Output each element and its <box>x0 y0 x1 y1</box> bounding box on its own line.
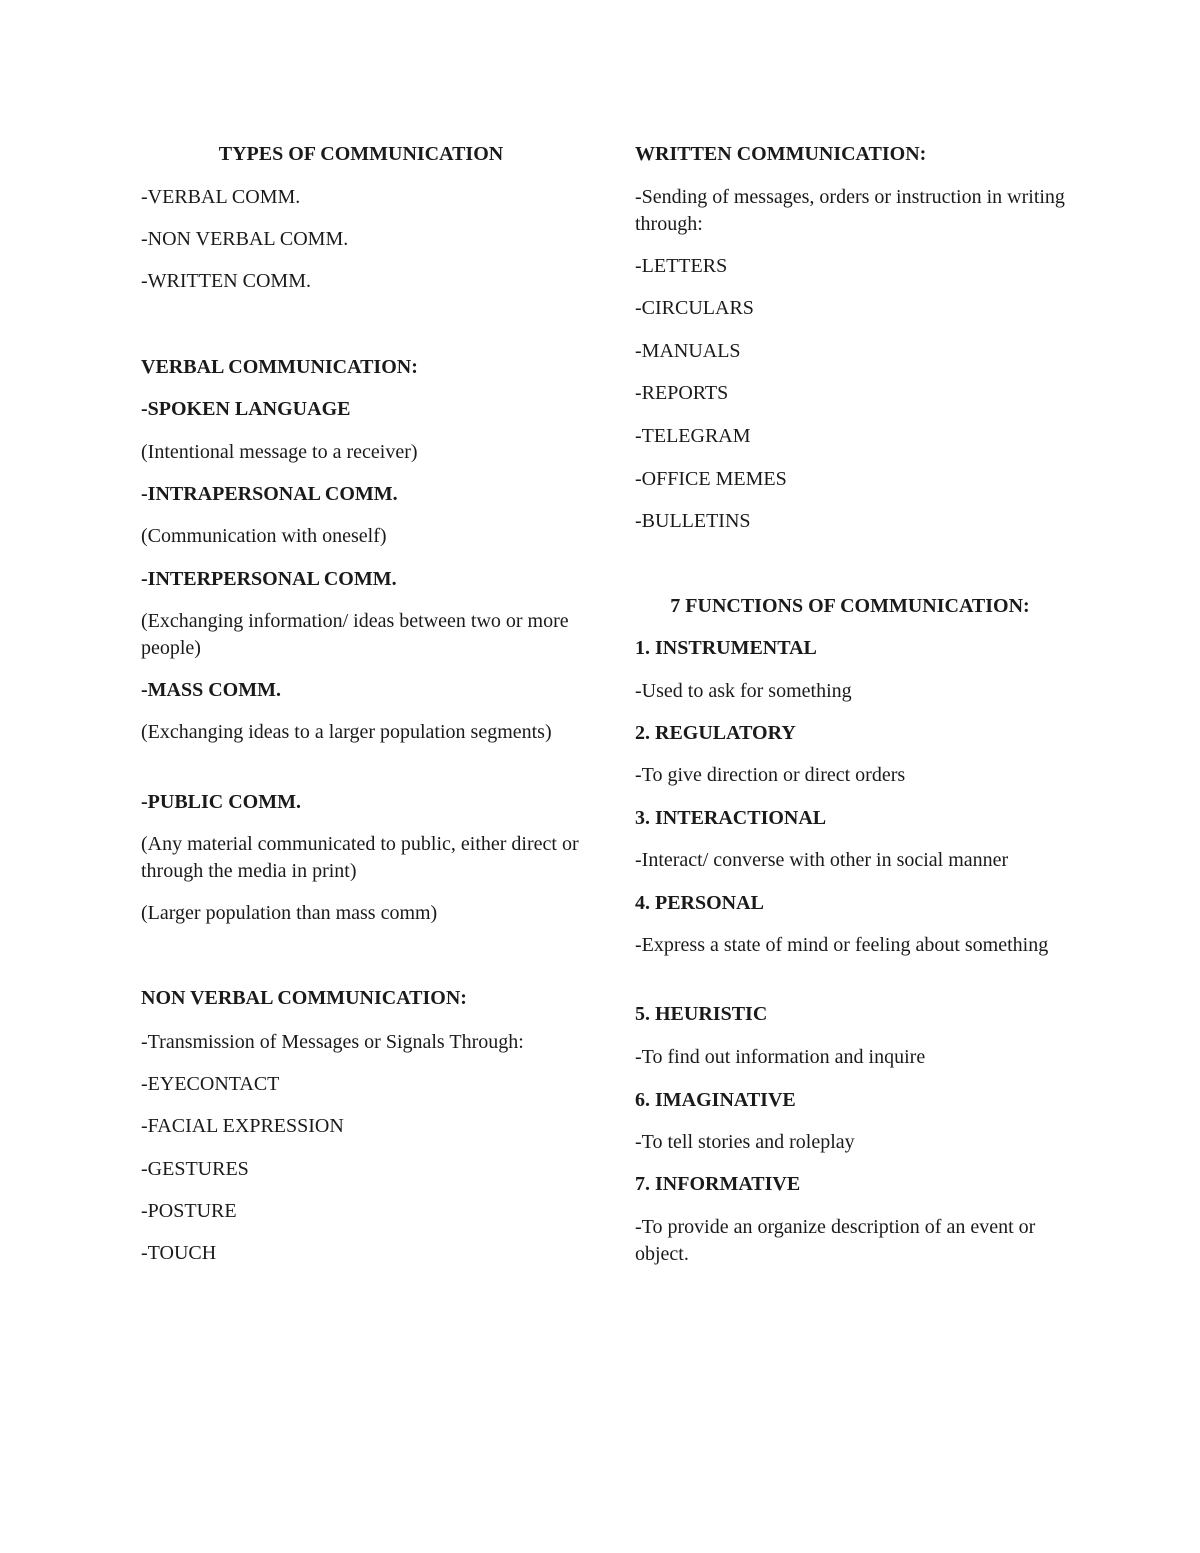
written-item: -TELEGRAM <box>635 425 751 447</box>
function-desc: -Used to ask for something <box>635 680 852 702</box>
function-desc: -To provide an organize description of an event or object. <box>635 1216 1041 1265</box>
function-heading: 7. INFORMATIVE <box>635 1173 801 1195</box>
verbal-desc: (Larger population than mass comm) <box>141 902 438 924</box>
types-item: -NON VERBAL COMM. <box>141 228 349 250</box>
verbal-desc: (Intentional message to a receiver) <box>141 441 418 463</box>
written-item: -REPORTS <box>635 382 729 404</box>
function-desc: -To tell stories and roleplay <box>635 1131 855 1153</box>
function-heading: 1. INSTRUMENTAL <box>635 637 817 659</box>
nonverbal-item: -TOUCH <box>141 1242 217 1264</box>
nonverbal-title: NON VERBAL COMMUNICATION: <box>141 987 467 1009</box>
function-heading: 4. PERSONAL <box>635 892 764 914</box>
functions-title: 7 FUNCTIONS OF COMMUNICATION: <box>670 595 1030 617</box>
types-item: -WRITTEN COMM. <box>141 270 311 292</box>
verbal-desc: (Exchanging ideas to a larger population segments) <box>141 721 552 743</box>
verbal-title: VERBAL COMMUNICATION: <box>141 356 418 378</box>
written-item: -OFFICE MEMES <box>635 468 787 490</box>
nonverbal-item: -POSTURE <box>141 1200 237 1222</box>
function-desc: -Express a state of mind or feeling about something <box>635 934 1049 956</box>
written-item: -LETTERS <box>635 255 728 277</box>
written-intro: -Sending of messages, orders or instruction in writing through: <box>635 186 1070 235</box>
verbal-heading: -INTERPERSONAL COMM. <box>141 568 397 590</box>
written-item: -CIRCULARS <box>635 297 754 319</box>
function-desc: -To give direction or direct orders <box>635 764 906 786</box>
types-item: -VERBAL COMM. <box>141 186 301 208</box>
verbal-heading: -INTRAPERSONAL COMM. <box>141 483 398 505</box>
types-title: TYPES OF COMMUNICATION <box>218 143 504 165</box>
function-heading: 2. REGULATORY <box>635 722 796 744</box>
function-desc: -To find out information and inquire <box>635 1046 926 1068</box>
nonverbal-intro: -Transmission of Messages or Signals Through: <box>141 1031 524 1053</box>
written-title: WRITTEN COMMUNICATION: <box>635 143 927 165</box>
function-desc: -Interact/ converse with other in social manner <box>635 849 1009 871</box>
function-heading: 6. IMAGINATIVE <box>635 1089 796 1111</box>
verbal-heading: -SPOKEN LANGUAGE <box>141 398 351 420</box>
nonverbal-item: -EYECONTACT <box>141 1073 280 1095</box>
verbal-heading: -PUBLIC COMM. <box>141 791 301 813</box>
written-item: -BULLETINS <box>635 510 751 532</box>
verbal-desc: (Communication with oneself) <box>141 525 387 547</box>
verbal-desc: (Exchanging information/ ideas between two or more people) <box>141 610 574 659</box>
verbal-desc: (Any material communicated to public, either direct or through the media in print) <box>141 833 584 882</box>
nonverbal-item: -FACIAL EXPRESSION <box>141 1115 344 1137</box>
written-item: -MANUALS <box>635 340 741 362</box>
function-heading: 3. INTERACTIONAL <box>635 807 827 829</box>
nonverbal-item: -GESTURES <box>141 1158 249 1180</box>
verbal-heading: -MASS COMM. <box>141 679 281 701</box>
function-heading: 5. HEURISTIC <box>635 1003 768 1025</box>
